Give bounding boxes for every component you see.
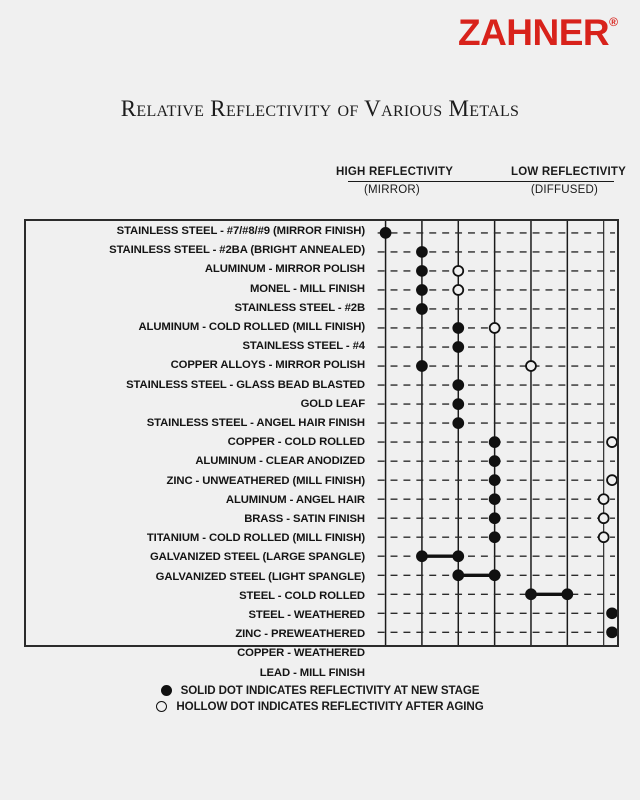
chart-row xyxy=(24,356,619,375)
mirror-sublabel: (MIRROR) xyxy=(364,184,420,196)
chart-row xyxy=(24,529,619,548)
registered-trademark-icon: ® xyxy=(609,15,618,29)
chart-row xyxy=(24,433,619,452)
chart-row xyxy=(24,452,619,471)
chart-row-label: GALVANIZED STEEL (LARGE SPANGLE) xyxy=(149,551,365,564)
chart-row-label: STAINLESS STEEL - ANGEL HAIR FINISH xyxy=(146,416,365,429)
chart-row-label: STEEL - COLD ROLLED xyxy=(239,589,365,602)
chart-row xyxy=(24,644,619,663)
legend-item-solid xyxy=(161,684,480,697)
chart-row-label: ZINC - PREWEATHERED xyxy=(235,628,365,641)
chart-row-label: COPPER - COLD ROLLED xyxy=(227,436,365,449)
legend-hollow-text: HOLLOW DOT INDICATES REFLECTIVITY AFTER AGING xyxy=(176,700,484,713)
chart-row-label: STAINLESS STEEL - #2B xyxy=(234,301,365,314)
chart-row xyxy=(24,413,619,432)
chart-row xyxy=(24,298,619,317)
chart-row xyxy=(24,221,619,240)
chart-row-label: ALUMINUM - ANGEL HAIR xyxy=(225,493,365,506)
chart-legend xyxy=(0,684,640,713)
diffused-sublabel: (DIFFUSED) xyxy=(530,184,598,196)
chart-row xyxy=(24,625,619,644)
chart-row-label: STAINLESS STEEL - #4 xyxy=(242,340,365,353)
high-reflectivity-label: HIGH REFLECTIVITY xyxy=(336,166,454,178)
chart-row-label: STAINLESS STEEL - #7/#8/#9 (MIRROR FINISH) xyxy=(116,224,365,237)
chart-row-label: ALUMINUM - COLD ROLLED (MILL FINISH) xyxy=(138,320,365,333)
chart-row-label: STEEL - WEATHERED xyxy=(248,608,365,621)
chart-row xyxy=(24,548,619,567)
chart-row xyxy=(24,663,619,682)
chart-row xyxy=(24,375,619,394)
chart-row-label: STAINLESS STEEL - GLASS BEAD BLASTED xyxy=(126,378,365,391)
low-reflectivity-label: LOW REFLECTIVITY xyxy=(511,166,626,178)
chart-row xyxy=(24,260,619,279)
chart-row xyxy=(24,337,619,356)
chart-row xyxy=(24,605,619,624)
chart-row xyxy=(24,490,619,509)
chart-row-label: BRASS - SATIN FINISH xyxy=(244,512,365,525)
chart-row-label: STAINLESS STEEL - #2BA (BRIGHT ANNEALED) xyxy=(109,244,365,257)
chart-row xyxy=(24,241,619,260)
chart-row-label: TITANIUM - COLD ROLLED (MILL FINISH) xyxy=(146,532,365,545)
legend-item-hollow xyxy=(156,700,483,713)
legend-solid-text: SOLID DOT INDICATES REFLECTIVITY AT NEW STAGE xyxy=(180,684,480,697)
solid-dot-icon xyxy=(161,685,172,696)
chart-row-label: COPPER ALLOYS - MIRROR POLISH xyxy=(170,359,365,372)
page-title: Relative Reflectivity of Various Metals xyxy=(120,96,520,121)
chart-row xyxy=(24,586,619,605)
axis-header-divider xyxy=(348,181,614,182)
chart-row-label: COPPER - WEATHERED xyxy=(237,647,365,660)
hollow-dot-icon xyxy=(156,701,167,712)
chart-row xyxy=(24,471,619,490)
chart-row xyxy=(24,509,619,528)
chart-row xyxy=(24,279,619,298)
chart-row-labels xyxy=(24,219,619,679)
chart-row-label: ZINC - UNWEATHERED (MILL FINISH) xyxy=(166,474,365,487)
chart-row-label: MONEL - MILL FINISH xyxy=(249,282,365,295)
axis-header-group xyxy=(336,166,626,196)
chart-row-label: GOLD LEAF xyxy=(300,397,365,410)
brand-wordmark: ZAHNER xyxy=(457,12,610,53)
zahner-logo xyxy=(458,14,618,51)
chart-row-label: LEAD - MILL FINISH xyxy=(259,666,365,679)
chart-row-label: GALVANIZED STEEL (LIGHT SPANGLE) xyxy=(155,570,365,583)
chart-row xyxy=(24,567,619,586)
chart-row xyxy=(24,394,619,413)
chart-row xyxy=(24,317,619,336)
chart-row-label: ALUMINUM - MIRROR POLISH xyxy=(204,263,365,276)
chart-row-label: ALUMINUM - CLEAR ANODIZED xyxy=(195,455,365,468)
